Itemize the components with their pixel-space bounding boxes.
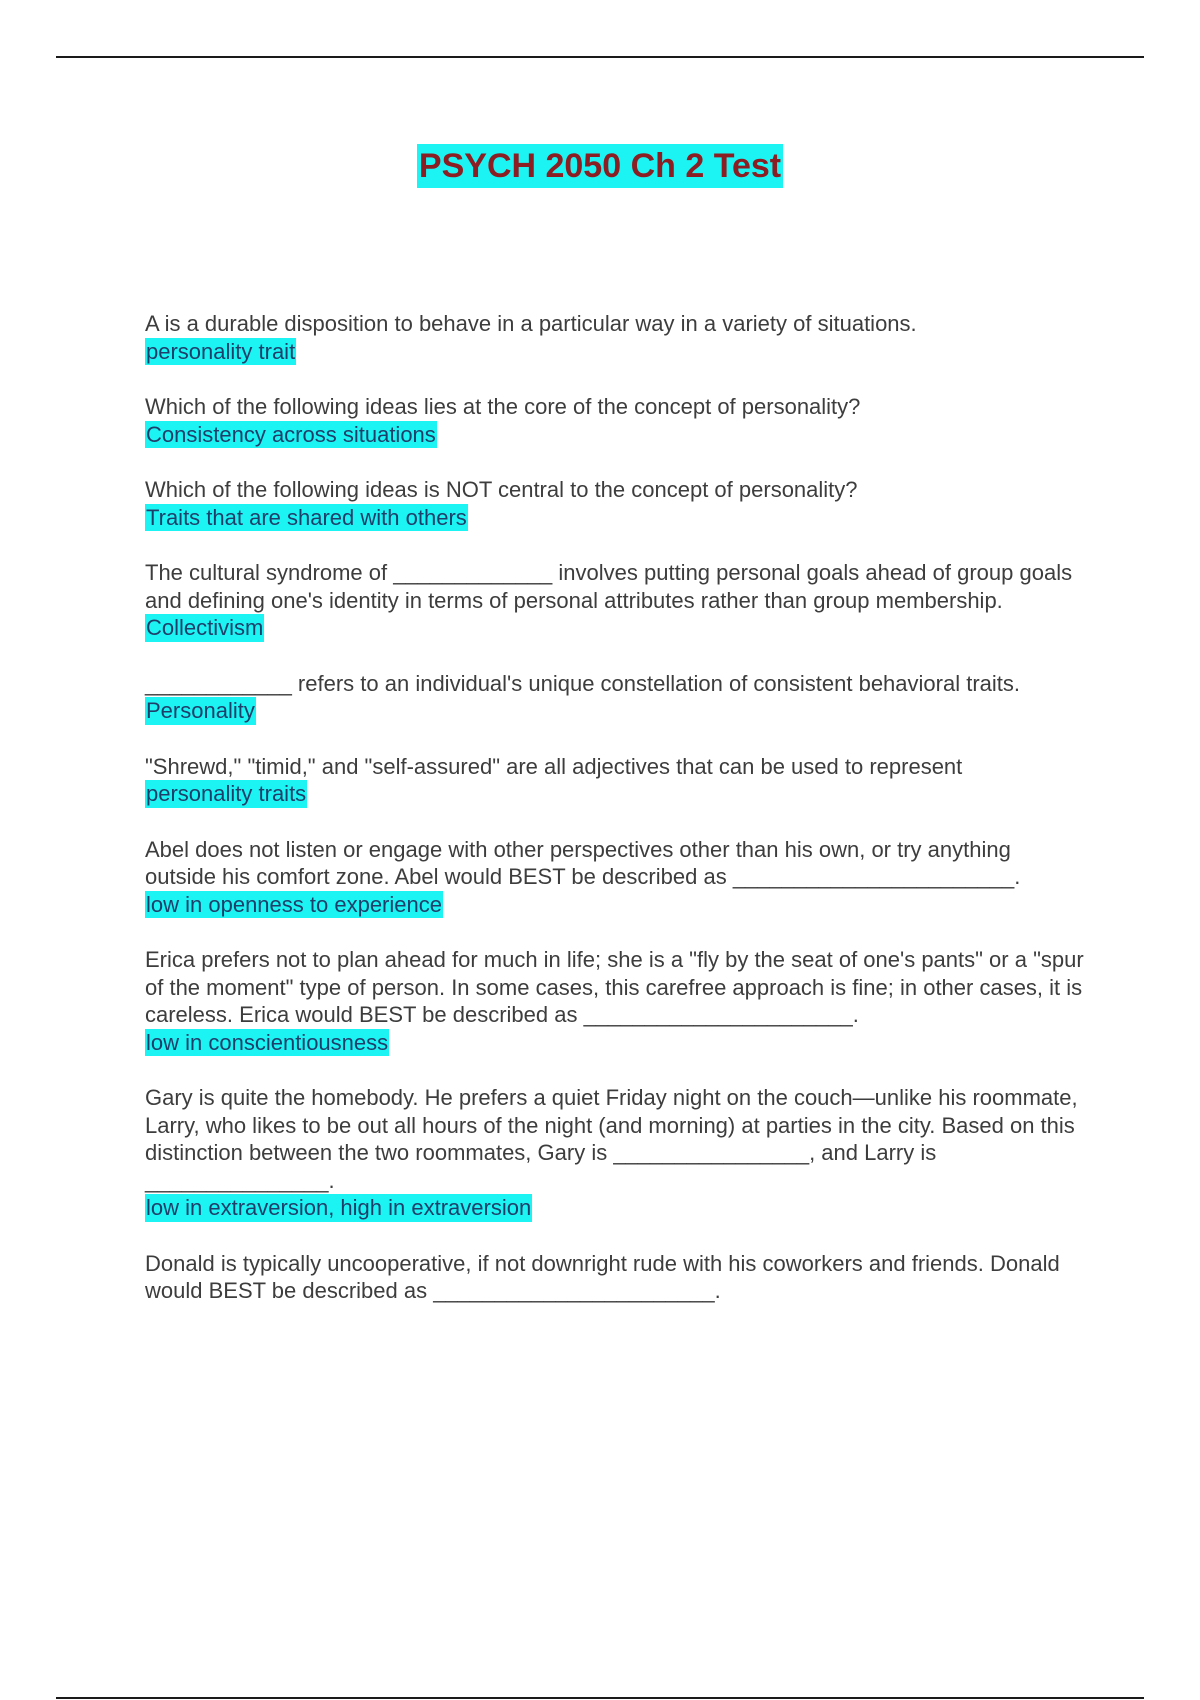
question-text: Which of the following ideas lies at the core of the concept of personality? [145, 394, 861, 419]
question-text: Gary is quite the homebody. He prefers a quiet Friday night on the couch—unlike his roommate, Larry, who likes to be out all hours of the night (and morning) at parties in the city. Based on this distinction between the two roommates, Gary is ________________, and Larry is _______________. [145, 1085, 1078, 1193]
question-list [145, 310, 1085, 1333]
answer-highlight: Collectivism [146, 615, 264, 640]
answer-highlight: Consistency across situations [146, 421, 436, 447]
question-text: Donald is typically uncooperative, if not downright rude with his coworkers and friends. Donald would BEST be described as _______________________. [145, 1250, 1060, 1303]
bottom-rule [56, 1697, 1144, 1699]
qa-item [145, 393, 1085, 448]
answer-highlight: Traits that are shared with others [146, 504, 467, 530]
answer-highlight: Personality [146, 698, 255, 723]
qa-item [145, 670, 1085, 725]
question-text: Abel does not listen or engage with other perspectives other than his own, or try anything outside his comfort zone. Abel would BEST be described as _______________________. [145, 836, 1021, 889]
qa-item [145, 836, 1085, 919]
answer-highlight: low in extraversion, high in extraversion [146, 1195, 532, 1220]
top-rule [56, 56, 1144, 58]
qa-item [145, 559, 1085, 642]
title-block [0, 144, 1200, 188]
answer-highlight: personality traits [146, 781, 307, 806]
qa-item [145, 1084, 1085, 1222]
question-text: A is a durable disposition to behave in a particular way in a variety of situations. [145, 311, 917, 336]
answer-highlight: low in openness to experience [146, 891, 442, 917]
question-text: ____________ refers to an individual's unique constellation of consistent behavioral traits. [145, 670, 1020, 696]
qa-item [145, 476, 1085, 531]
question-text: "Shrewd," "timid," and "self-assured" are all adjectives that can be used to represent [145, 753, 963, 779]
question-text: Erica prefers not to plan ahead for much in life; she is a "fly by the seat of one's pants" or a "spur of the moment" type of person. In some cases, this carefree approach is fine; in other cases, it is careless. Erica would BEST be described as ______________________. [145, 947, 1084, 1027]
answer-highlight: personality trait [146, 338, 296, 364]
document-title: PSYCH 2050 Ch 2 Test [417, 144, 783, 188]
question-text: Which of the following ideas is NOT central to the concept of personality? [145, 477, 858, 502]
answer-highlight: low in conscientiousness [146, 1029, 389, 1055]
qa-item [145, 310, 1085, 365]
question-text: The cultural syndrome of _____________ involves putting personal goals ahead of group goals and defining one's identity in terms of personal attributes rather than group membership. [145, 560, 1073, 613]
qa-item [145, 753, 1085, 808]
qa-item [145, 1250, 1085, 1305]
qa-item [145, 946, 1085, 1056]
